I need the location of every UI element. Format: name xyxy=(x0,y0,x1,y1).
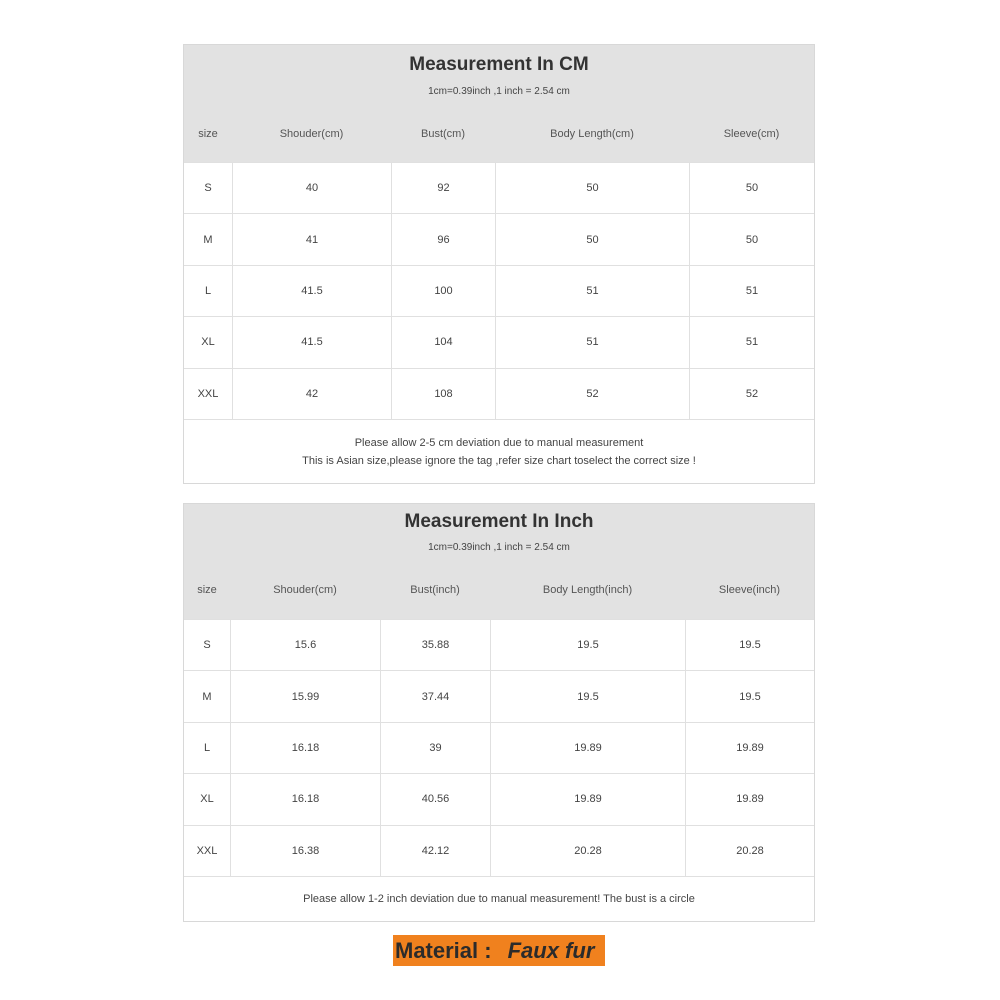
column-header-bust: Bust(cm) xyxy=(421,128,465,140)
deviation-note-line: Please allow 2-5 cm deviation due to manual measurement xyxy=(354,437,644,450)
deviation-note-line: Please allow 1-2 inch deviation due to manual measurement! The bust is a circle xyxy=(303,892,695,905)
sleeve-cell: 20.28 xyxy=(685,826,814,876)
deviation-note-inch xyxy=(184,876,814,921)
column-header-sleeve: Sleeve(inch) xyxy=(718,584,781,596)
body-length-cell: 51 xyxy=(495,317,689,367)
table-row xyxy=(184,670,814,721)
sleeve-cell: 51 xyxy=(689,317,814,367)
size-table-cm xyxy=(183,44,815,484)
bust-cell: 104 xyxy=(391,317,495,367)
body-length-cell: 51 xyxy=(495,266,689,316)
bust-cell: 92 xyxy=(391,163,495,213)
column-header-size: size xyxy=(197,584,217,596)
column-headers-inch xyxy=(184,580,814,600)
shoulder-cell: 16.18 xyxy=(230,723,380,773)
size-cell: XL xyxy=(200,793,214,806)
sleeve-cell: 50 xyxy=(689,214,814,264)
size-cell: XXL xyxy=(196,844,218,857)
table-row xyxy=(184,316,814,367)
table-row xyxy=(184,619,814,670)
size-cell: XL xyxy=(201,336,215,349)
body-length-cell: 19.5 xyxy=(490,620,685,670)
table-row xyxy=(184,825,814,876)
sleeve-cell: 19.89 xyxy=(685,723,814,773)
material-label: Material : xyxy=(395,937,492,963)
size-cell: XXL xyxy=(197,387,219,400)
body-length-cell: 52 xyxy=(495,369,689,419)
sleeve-cell: 19.89 xyxy=(685,774,814,824)
table-row xyxy=(184,162,814,213)
size-cell: M xyxy=(203,233,213,246)
body-length-cell: 20.28 xyxy=(490,826,685,876)
bust-cell: 39 xyxy=(380,723,490,773)
sleeve-cell: 19.5 xyxy=(685,620,814,670)
column-header-shoulder: Shouder(cm) xyxy=(279,128,344,140)
bust-cell: 40.56 xyxy=(380,774,490,824)
size-cell: S xyxy=(203,639,211,652)
table-title-cm: Measurement In CM xyxy=(409,54,589,75)
column-header-body-length: Body Length(cm) xyxy=(550,128,634,140)
column-header-body-length: Body Length(inch) xyxy=(542,584,633,596)
conversion-note-inch: 1cm=0.39inch ,1 inch = 2.54 cm xyxy=(428,542,570,553)
column-header-size: size xyxy=(198,128,218,140)
size-cell: L xyxy=(204,284,212,297)
bust-cell: 42.12 xyxy=(380,826,490,876)
table-row xyxy=(184,213,814,264)
sleeve-cell: 50 xyxy=(689,163,814,213)
column-header-shoulder: Shouder(cm) xyxy=(273,584,337,596)
shoulder-cell: 15.6 xyxy=(230,620,380,670)
conversion-note-cm: 1cm=0.39inch ,1 inch = 2.54 cm xyxy=(428,86,570,97)
asian-size-note-line: This is Asian size,please ignore the tag ,refer size chart toselect the correct size ! xyxy=(302,455,696,468)
shoulder-cell: 41.5 xyxy=(232,317,391,367)
body-length-cell: 50 xyxy=(495,163,689,213)
shoulder-cell: 15.99 xyxy=(230,671,380,721)
shoulder-cell: 16.38 xyxy=(230,826,380,876)
size-table-inch xyxy=(183,503,815,922)
column-headers-cm xyxy=(184,124,814,144)
size-cell: M xyxy=(202,690,212,703)
column-header-sleeve: Sleeve(cm) xyxy=(723,128,780,140)
sleeve-cell: 51 xyxy=(689,266,814,316)
body-length-cell: 19.89 xyxy=(490,774,685,824)
material-banner xyxy=(393,935,605,966)
bust-cell: 100 xyxy=(391,266,495,316)
table-row xyxy=(184,368,814,419)
shoulder-cell: 41 xyxy=(232,214,391,264)
body-length-cell: 19.5 xyxy=(490,671,685,721)
bust-cell: 96 xyxy=(391,214,495,264)
table-title-inch: Measurement In Inch xyxy=(404,511,594,532)
table-row xyxy=(184,265,814,316)
table-header-cm xyxy=(184,45,814,162)
size-cell: S xyxy=(204,182,212,195)
material-value: Faux fur xyxy=(507,937,595,963)
table-row xyxy=(184,773,814,824)
body-length-cell: 50 xyxy=(495,214,689,264)
sleeve-cell: 52 xyxy=(689,369,814,419)
column-header-bust: Bust(inch) xyxy=(410,584,460,596)
body-length-cell: 19.89 xyxy=(490,723,685,773)
bust-cell: 35.88 xyxy=(380,620,490,670)
shoulder-cell: 16.18 xyxy=(230,774,380,824)
table-header-inch xyxy=(184,504,814,619)
bust-cell: 108 xyxy=(391,369,495,419)
shoulder-cell: 42 xyxy=(232,369,391,419)
bust-cell: 37.44 xyxy=(380,671,490,721)
sleeve-cell: 19.5 xyxy=(685,671,814,721)
shoulder-cell: 41.5 xyxy=(232,266,391,316)
size-cell: L xyxy=(203,741,211,754)
shoulder-cell: 40 xyxy=(232,163,391,213)
table-row xyxy=(184,722,814,773)
deviation-note-cm xyxy=(184,419,814,485)
